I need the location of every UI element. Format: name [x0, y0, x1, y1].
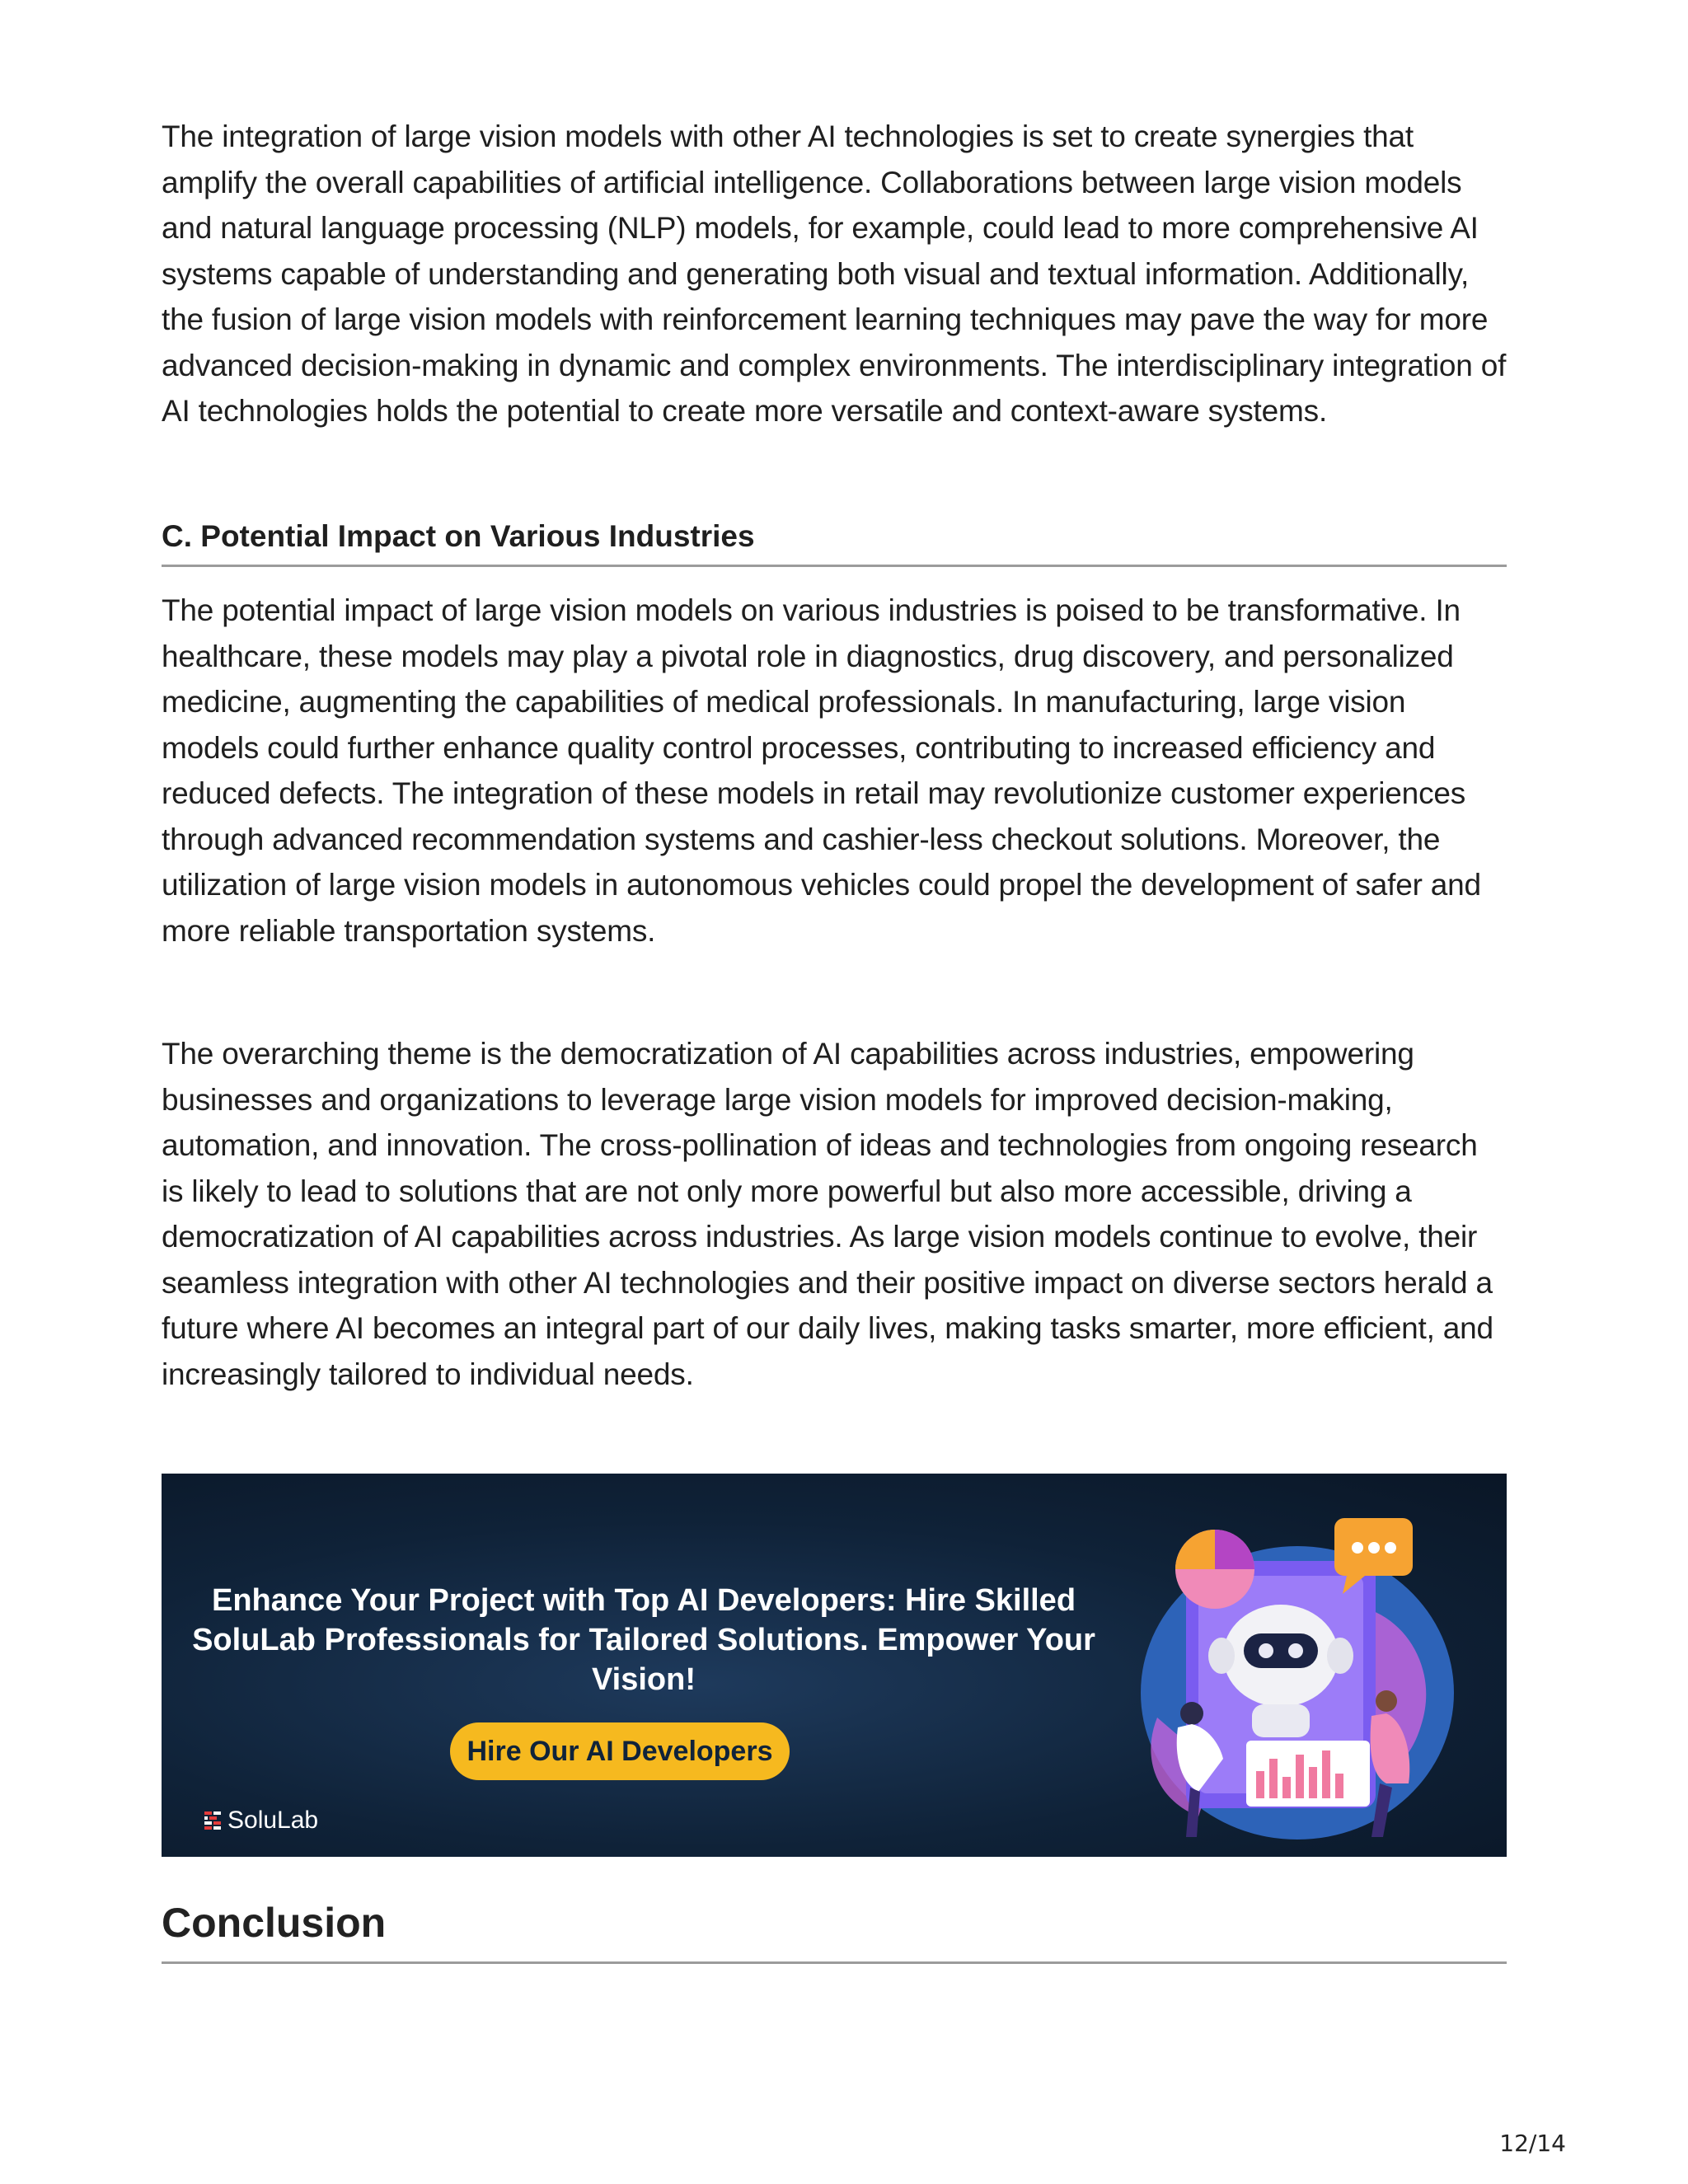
solulab-logo-icon	[204, 1811, 221, 1830]
page-number: 12/14	[1499, 2130, 1566, 2157]
theme-paragraph: The overarching theme is the democratization of AI capabilities across industries, empowering businesses and organizations to leverage large vision models for improved decision-making, automation, and innovation. The cross-pollination of ideas and technologies from ongoing research is likely to lead to solutions that are not only more powerful but also more accessible, driving a democratization of AI capabilities across industries. As large vision models continue to evolve, their seamless integration with other AI technologies and their positive impact on diverse sectors herald a future where AI becomes an integral part of our daily lives, making tasks smarter, more efficient, and increasingly tailored to individual needs.	[162, 1037, 1493, 1391]
conclusion-divider	[162, 1961, 1507, 1964]
hire-developers-button[interactable]: Hire Our AI Developers	[450, 1722, 790, 1780]
brand-logo	[204, 1807, 318, 1835]
impact-paragraph: The potential impact of large vision models on various industries is poised to be transformative. In healthcare, these models may play a pivotal role in diagnostics, drug discovery, and personalized medicine, augmenting the capabilities of medical professionals. In manufacturing, large vision models could further enhance quality control processes, contributing to increased efficiency and reduced defects. The integration of these models in retail may revolutionize customer experiences through advanced recommendation systems and cashier-less checkout solutions. Moreover, the utilization of large vision models in autonomous vehicles could propel the development of safer and more reliable transportation systems.	[162, 593, 1481, 948]
section-divider	[162, 565, 1507, 567]
section-heading: C. Potential Impact on Various Industries	[162, 519, 755, 553]
conclusion-heading: Conclusion	[162, 1900, 387, 1946]
brand-name: SoluLab	[227, 1807, 319, 1834]
banner-title: Enhance Your Project with Top AI Developers: Hire Skilled SoluLab Professionals for Tailored Solutions. Empower Your Vision!	[192, 1583, 1095, 1697]
intro-paragraph: The integration of large vision models with other AI technologies is set to create synergies that amplify the overall capabilities of artificial intelligence. Collaborations between large vision models and natural language processing (NLP) models, for example, could lead to more comprehensive AI systems capable of understanding and generating both visual and textual information. Additionally, the fusion of large vision models with reinforcement learning techniques may pave the way for more advanced decision-making in dynamic and complex environments. The interdisciplinary integration of AI technologies holds the potential to create more versatile and context-aware systems.	[162, 120, 1507, 428]
promo-banner[interactable]	[162, 1474, 1507, 1857]
robot-with-people-illustration	[1124, 1511, 1454, 1841]
